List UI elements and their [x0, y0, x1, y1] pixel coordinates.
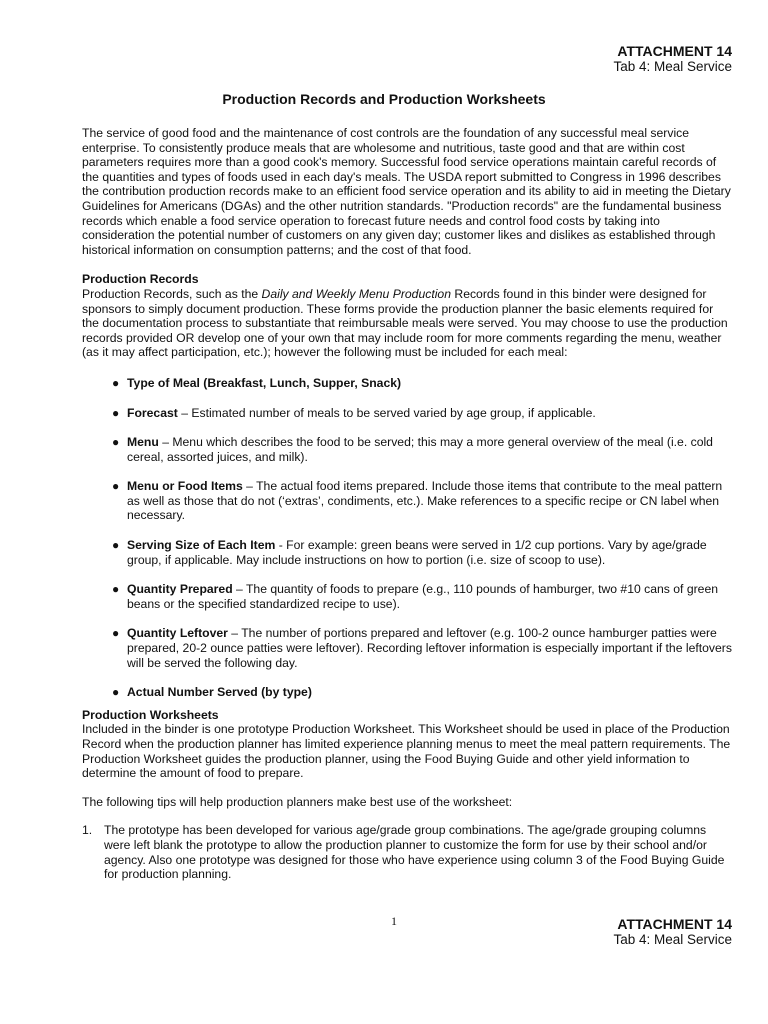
- bullet-icon: ●: [112, 479, 120, 494]
- item-term: Quantity Leftover: [127, 626, 228, 641]
- required-items-list: [82, 376, 732, 700]
- item-term: Quantity Prepared: [127, 582, 233, 597]
- production-records-heading: Production Records: [82, 272, 199, 287]
- page-footer: [613, 916, 732, 948]
- item-term: Type of Meal (Breakfast, Lunch, Supper, Snack): [127, 375, 402, 390]
- production-records-text-start: Production Records, such as the: [82, 286, 262, 301]
- header-tab: Tab 4: Meal Service: [613, 59, 732, 74]
- item-term: Menu or Food Items: [127, 479, 243, 494]
- list-item: [82, 626, 732, 670]
- production-worksheets-heading: Production Worksheets: [82, 707, 219, 722]
- item-term: Forecast: [127, 405, 178, 420]
- list-item: [82, 435, 732, 464]
- header-attachment: ATTACHMENT 14: [617, 43, 732, 59]
- list-item: [82, 538, 732, 567]
- bullet-icon: ●: [112, 435, 120, 450]
- production-worksheets-paragraph: Included in the binder is one prototype Production Worksheet. This Worksheet should be used in place of the Production Record when the production planner has limited experience planning menus to meet the meal pattern requirements. The Production Worksheet guides the production planner, using the Food Buying Guide and other yield information to determine the amount of food to prepare.: [82, 722, 731, 781]
- tip-number: 1.: [82, 823, 93, 838]
- list-item: [82, 685, 732, 700]
- bullet-icon: ●: [112, 538, 120, 553]
- intro-paragraph: The service of good food and the maintenance of cost controls are the foundation of any successful meal service enterprise. To consistently produce meals that are wholesome and nutritious, taste good and that are within cost parameters requires more than a good cook's memory. Successful food service operations maintain careful records of the quantities and types of foods used in each day's meals. The USDA report submitted to Congress in 1996 describes the contribution production records make to an efficient food service operation and its ability to aid in meeting the Dietary Guidelines for Americans (DGAs) and the other nutrition standards. "Production records" are the fundamental business records which enable a food service operation to forecast future needs and control food costs by taking into consideration the potential number of customers on any given day; customer likes and dislikes as established through historical information on consumption patterns; and the cost of that food.: [82, 126, 731, 257]
- list-item: [82, 582, 732, 611]
- footer-attachment: ATTACHMENT 14: [617, 916, 732, 932]
- item-term: Actual Number Served (by type): [127, 685, 312, 700]
- production-records-paragraph: [82, 287, 732, 360]
- bullet-icon: ●: [112, 405, 120, 420]
- item-desc: – The actual food items prepared. Include those items that contribute to the meal pattern as well as those that do not (‘extras’, condiments, etc.). Make references to a specific recipe or CN label when necessary.: [127, 479, 723, 523]
- page-header: [613, 43, 732, 75]
- bullet-icon: ●: [112, 626, 120, 641]
- item-desc: – Estimated number of meals to be served varied by age group, if applicable.: [177, 405, 596, 420]
- item-desc: – Menu which describes the food to be served; this may a more general overview of the meal (i.e. cold cereal, assorted juices, and milk).: [127, 435, 713, 464]
- list-item: [82, 479, 732, 523]
- tips-list: [82, 823, 732, 881]
- list-item: [82, 376, 732, 391]
- page-title: Production Records and Production Worksheets: [222, 91, 546, 107]
- item-desc: – The number of portions prepared and leftover (e.g. 100-2 ounce hamburger patties were prepared, 20-2 ounce patties were leftover). Recording leftover information is especially important if the leftovers will be served the following day.: [127, 626, 732, 670]
- production-records-text-end: Records found in this binder were designed for sponsors to simply document production. These forms provide the production planner the basic elements required for the documentation process to substantiate that reimbursable meals were served. You may choose to use the production records provided OR develop one of your own that may include room for more comments regarding the menu, weather (as it may affect participation, etc.); however the following must be included for each meal:: [82, 286, 728, 360]
- bullet-icon: ●: [112, 375, 120, 390]
- item-term: Menu: [127, 435, 159, 450]
- page-number: 1: [391, 914, 397, 928]
- list-item: [82, 406, 732, 421]
- item-desc: - For example: green beans were served in 1/2 cup portions. Vary by age/grade group, if applicable. May include instructions on how to portion (i.e. size of scoop to use).: [127, 538, 707, 567]
- production-records-italic: Daily and Weekly Menu Production: [261, 286, 451, 301]
- item-term: Serving Size of Each Item: [127, 538, 276, 553]
- bullet-icon: ●: [112, 582, 120, 597]
- tips-intro: The following tips will help production planners make best use of the worksheet:: [82, 794, 513, 809]
- bullet-icon: ●: [112, 685, 120, 700]
- footer-tab: Tab 4: Meal Service: [613, 932, 732, 947]
- item-desc: – The quantity of foods to prepare (e.g., 110 pounds of hamburger, two #10 cans of green beans or the specified standardized recipe to use).: [127, 582, 718, 611]
- list-item: [82, 823, 732, 881]
- body-content: [82, 126, 732, 882]
- tip-text: The prototype has been developed for various age/grade group combinations. The age/grade grouping columns were left blank the prototype to allow the production planner to customize the form for use by their school and/or agency. Also one prototype was designed for those who have experience using column 3 of the Food Buying Guide for production planning.: [104, 823, 725, 882]
